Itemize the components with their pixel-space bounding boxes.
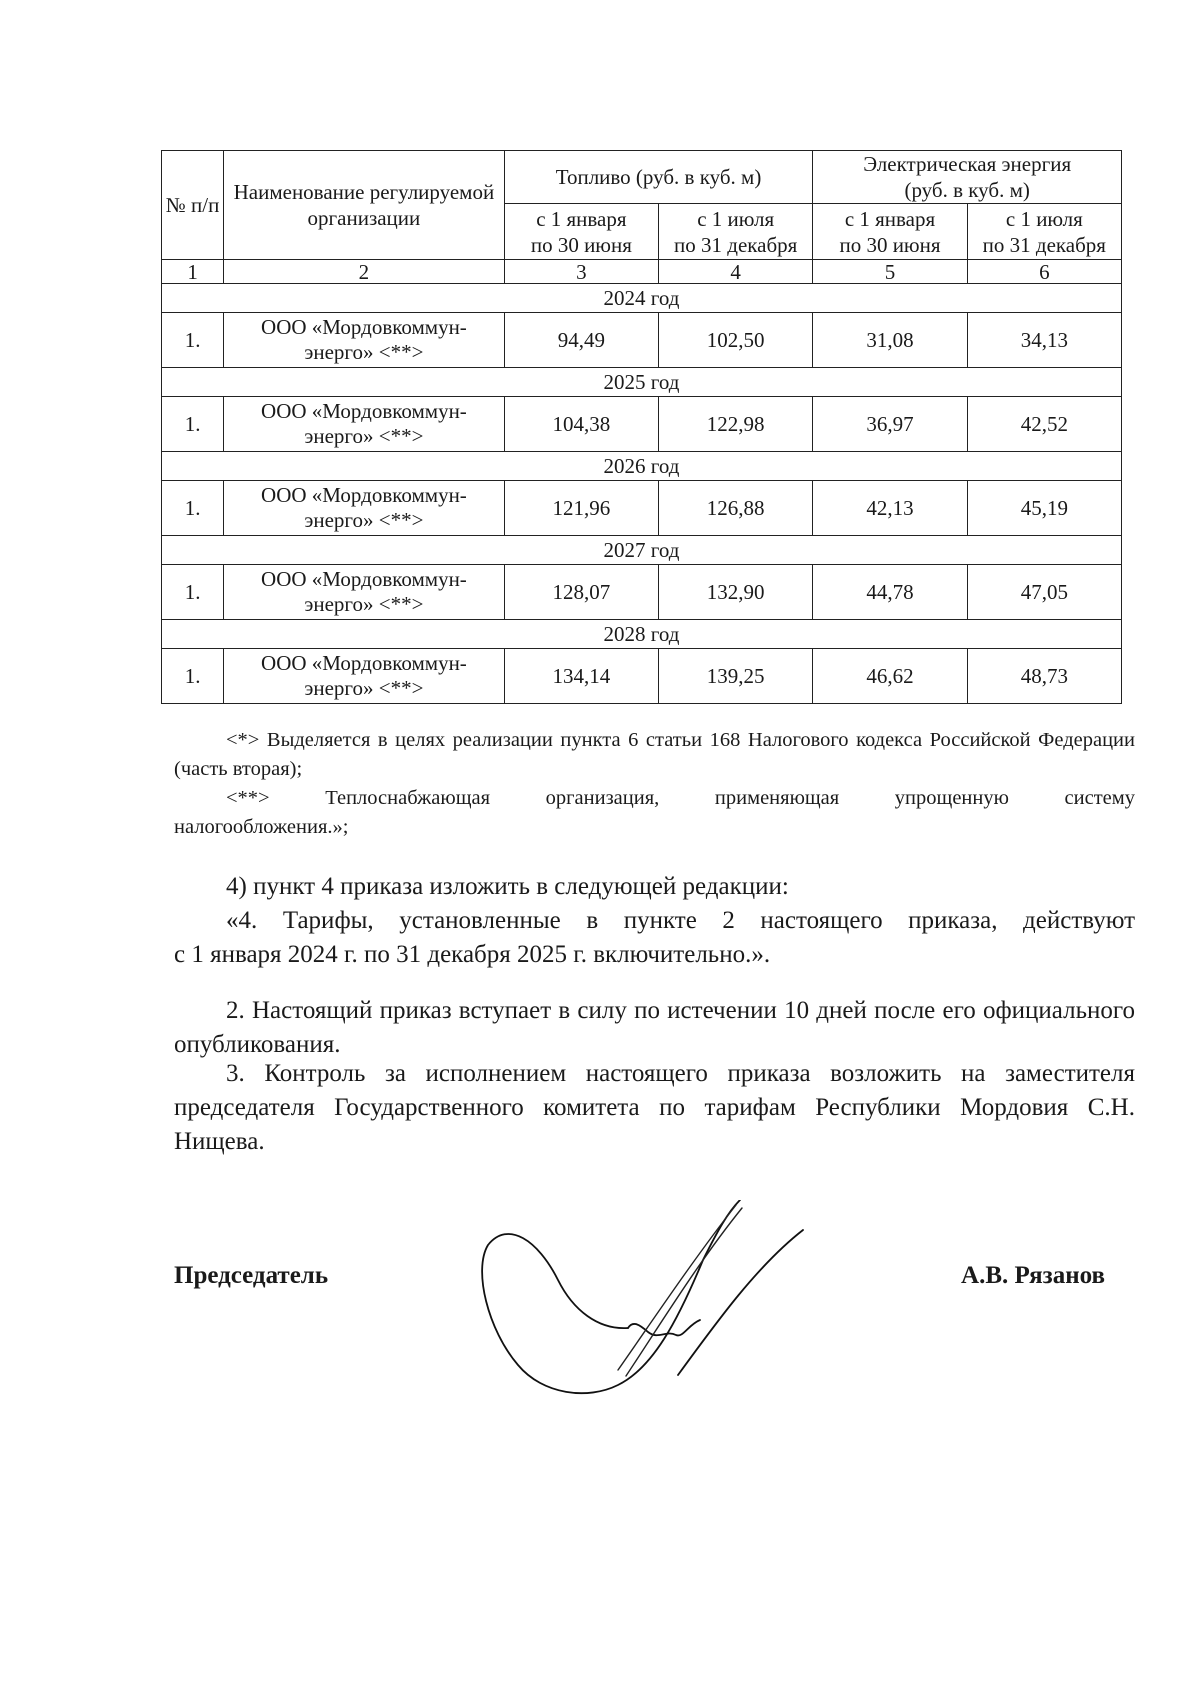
header-fuel: Топливо (руб. в куб. м) — [504, 151, 813, 204]
org-name — [224, 313, 505, 368]
org-name — [224, 565, 505, 620]
org-name — [224, 397, 505, 452]
header-org-name: Наименование регулируемой организации — [224, 151, 505, 260]
row-num: 1. — [162, 313, 224, 368]
handwritten-signature — [478, 1200, 818, 1415]
period-line1: с 1 июля — [697, 206, 775, 231]
column-index: 5 — [813, 260, 967, 284]
electricity-period2-value: 42,52 — [967, 397, 1121, 452]
org-line1: ООО «Мордовкоммун- — [261, 567, 467, 591]
fuel-period1-value: 121,96 — [504, 481, 658, 536]
org-line1: ООО «Мордовкоммун- — [261, 399, 467, 423]
org-line1: ООО «Мордовкоммун- — [261, 483, 467, 507]
fuel-period1-value: 94,49 — [504, 313, 658, 368]
table-row — [162, 313, 1122, 368]
org-name — [224, 649, 505, 704]
org-line2: энерго» <**> — [304, 676, 424, 700]
signer-name: А.В. Рязанов — [961, 1262, 1105, 1289]
org-line2: энерго» <**> — [304, 592, 424, 616]
year-label: 2025 год — [162, 368, 1122, 397]
table-header-row — [162, 151, 1122, 204]
footnote-1: <*> Выделяется в целях реализации пункта 6 статьи 168 Налогового кодекса Российской Федерации (часть вторая); — [174, 729, 1135, 780]
fuel-period2-value: 122,98 — [659, 397, 813, 452]
row-num: 1. — [162, 565, 224, 620]
item-4-quote-line1: «4. Тарифы, установленные в пункте 2 настоящего приказа, действуют — [226, 907, 1135, 934]
period-line2: по 30 июня — [839, 232, 941, 257]
point-2: 2. Настоящий приказ вступает в силу по истечении 10 дней после его официального опубликования. — [174, 997, 1135, 1058]
fuel-period2-value: 102,50 — [659, 313, 813, 368]
year-row — [162, 620, 1122, 649]
header-electricity-line2: (руб. в куб. м) — [904, 178, 1030, 202]
fuel-period1-value: 104,38 — [504, 397, 658, 452]
column-index: 6 — [967, 260, 1121, 284]
column-index: 3 — [504, 260, 658, 284]
org-line2: энерго» <**> — [304, 508, 424, 532]
column-index: 2 — [224, 260, 505, 284]
table-row — [162, 481, 1122, 536]
year-row — [162, 452, 1122, 481]
electricity-period2-value: 34,13 — [967, 313, 1121, 368]
year-row — [162, 368, 1122, 397]
electricity-period1-value: 42,13 — [813, 481, 967, 536]
header-electricity-line1: Электрическая энергия — [863, 152, 1072, 176]
period-line1: с 1 января — [536, 206, 627, 231]
footnote-2-line1: <**> Теплоснабжающая организация, применяющая упрощенную систему — [226, 787, 1135, 809]
electricity-period1-value: 36,97 — [813, 397, 967, 452]
electricity-period1-value: 44,78 — [813, 565, 967, 620]
org-name — [224, 481, 505, 536]
item-4: 4) пункт 4 приказа изложить в следующей редакции: — [226, 873, 789, 900]
table-row — [162, 397, 1122, 452]
year-label: 2027 год — [162, 536, 1122, 565]
table-row — [162, 649, 1122, 704]
header-electricity — [813, 151, 1122, 204]
fuel-period2-value: 132,90 — [659, 565, 813, 620]
row-num: 1. — [162, 397, 224, 452]
row-num: 1. — [162, 649, 224, 704]
period-line2: по 30 июня — [530, 232, 632, 257]
point-3: 3. Контроль за исполнением настоящего приказа возложить на заместителя председателя Государственного комитета по тарифам Республики Мордовия С.Н. Нищева. — [174, 1060, 1135, 1155]
item-4-quote-line2: с 1 января 2024 г. по 31 декабря 2025 г. включительно.». — [174, 941, 771, 968]
period-line2: по 31 декабря — [982, 232, 1106, 257]
table-row — [162, 565, 1122, 620]
row-num: 1. — [162, 481, 224, 536]
period-line2: по 31 декабря — [674, 232, 798, 257]
org-line2: энерго» <**> — [304, 340, 424, 364]
fuel-period2-value: 126,88 — [659, 481, 813, 536]
column-index-row — [162, 260, 1122, 284]
electricity-period2-value: 48,73 — [967, 649, 1121, 704]
electricity-period2-value: 45,19 — [967, 481, 1121, 536]
tariff-table — [161, 150, 1122, 704]
fuel-period2-value: 139,25 — [659, 649, 813, 704]
column-index: 1 — [162, 260, 224, 284]
header-electricity-period2 — [967, 204, 1121, 260]
header-num: № п/п — [162, 151, 224, 260]
year-label: 2024 год — [162, 284, 1122, 313]
signer-position: Председатель — [174, 1262, 329, 1289]
org-line2: энерго» <**> — [304, 424, 424, 448]
org-line1: ООО «Мордовкоммун- — [261, 315, 467, 339]
electricity-period1-value: 31,08 — [813, 313, 967, 368]
header-fuel-period2 — [659, 204, 813, 260]
period-line1: с 1 июля — [1005, 206, 1083, 231]
electricity-period2-value: 47,05 — [967, 565, 1121, 620]
year-row — [162, 284, 1122, 313]
year-row — [162, 536, 1122, 565]
year-label: 2026 год — [162, 452, 1122, 481]
column-index: 4 — [659, 260, 813, 284]
footnote-2-line2: налогообложения.»; — [174, 816, 349, 838]
org-line1: ООО «Мордовкоммун- — [261, 651, 467, 675]
fuel-period1-value: 134,14 — [504, 649, 658, 704]
header-fuel-period1 — [504, 204, 658, 260]
header-electricity-period1 — [813, 204, 967, 260]
electricity-period1-value: 46,62 — [813, 649, 967, 704]
period-line1: с 1 января — [844, 206, 936, 231]
year-label: 2028 год — [162, 620, 1122, 649]
fuel-period1-value: 128,07 — [504, 565, 658, 620]
